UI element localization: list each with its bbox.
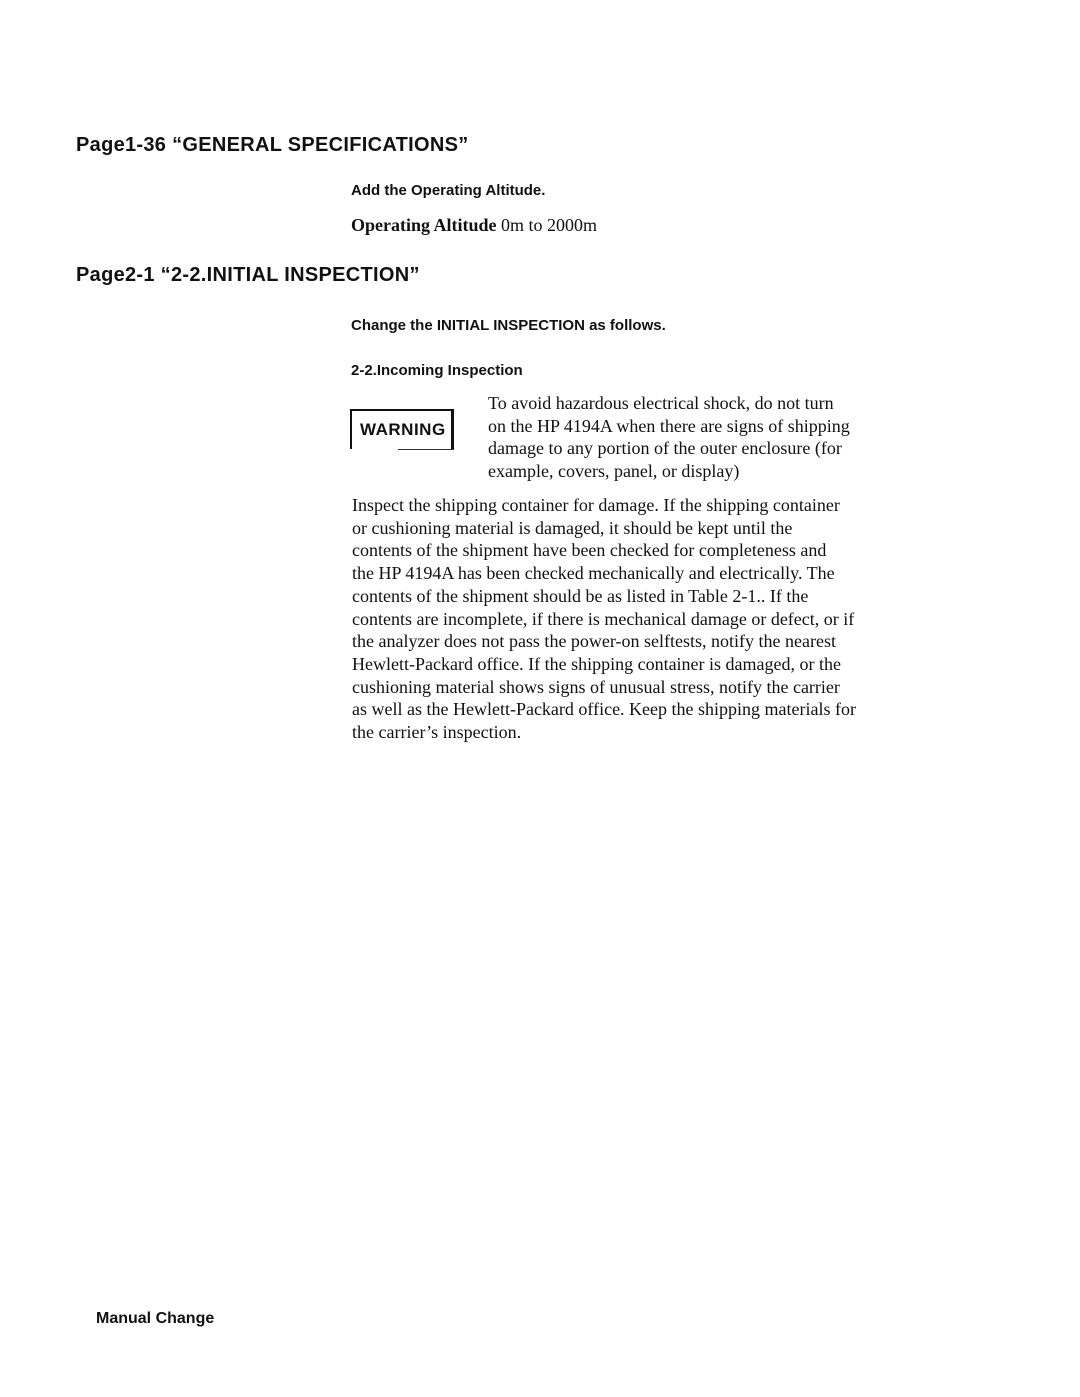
paragraph-line: the HP 4194A has been checked mechanically and electrically. The — [352, 563, 835, 584]
paragraph-line: or cushioning material is damaged, it should be kept until the — [352, 517, 793, 538]
warning-line: on the HP 4194A when there are signs of shipping — [488, 415, 850, 436]
warning-box-border-bottom — [398, 449, 454, 450]
warning-box-border-right — [451, 411, 454, 449]
operating-altitude-label: Operating Altitude — [351, 215, 497, 235]
change-inspection-subheading: Change the INITIAL INSPECTION as follows. — [351, 317, 666, 334]
paragraph-line: the analyzer does not pass the power-on selftests, notify the nearest — [352, 631, 836, 652]
warning-line: example, covers, panel, or display) — [488, 461, 740, 482]
warning-box — [350, 409, 454, 449]
paragraph-line: Hewlett-Packard office. If the shipping container is damaged, or the — [352, 653, 841, 674]
operating-altitude-line — [351, 215, 597, 236]
paragraph-line: as well as the Hewlett-Packard office. Keep the shipping materials for — [352, 699, 856, 720]
warning-text — [488, 392, 938, 483]
section-heading-general-specifications: Page1-36 “GENERAL SPECIFICATIONS” — [76, 134, 469, 156]
warning-box-border-left — [350, 409, 352, 449]
paragraph-line: contents are incomplete, if there is mechanical damage or defect, or if — [352, 608, 855, 629]
section-heading-initial-inspection: Page2-1 “2-2.INITIAL INSPECTION” — [76, 264, 420, 286]
warning-line: To avoid hazardous electrical shock, do not turn — [488, 393, 834, 413]
paragraph-line: Inspect the shipping container for damage. If the shipping container — [352, 495, 840, 515]
paragraph-line: contents of the shipment should be as listed in Table 2-1.. If the — [352, 585, 809, 606]
warning-label: WARNING — [360, 420, 446, 439]
warning-box-border-top — [350, 409, 454, 411]
footer-manual-change: Manual Change — [96, 1310, 215, 1327]
inspection-paragraph — [352, 494, 952, 744]
warning-line: damage to any portion of the outer enclosure (for — [488, 438, 842, 459]
operating-altitude-value: 0m to 2000m — [501, 215, 598, 235]
paragraph-line: the carrier’s inspection. — [352, 722, 522, 743]
incoming-inspection-title: 2-2.Incoming Inspection — [351, 362, 523, 379]
paragraph-line: contents of the shipment have been checked for completeness and — [352, 540, 827, 561]
paragraph-line: cushioning material shows signs of unusual stress, notify the carrier — [352, 676, 840, 697]
add-altitude-subheading: Add the Operating Altitude. — [351, 182, 546, 199]
